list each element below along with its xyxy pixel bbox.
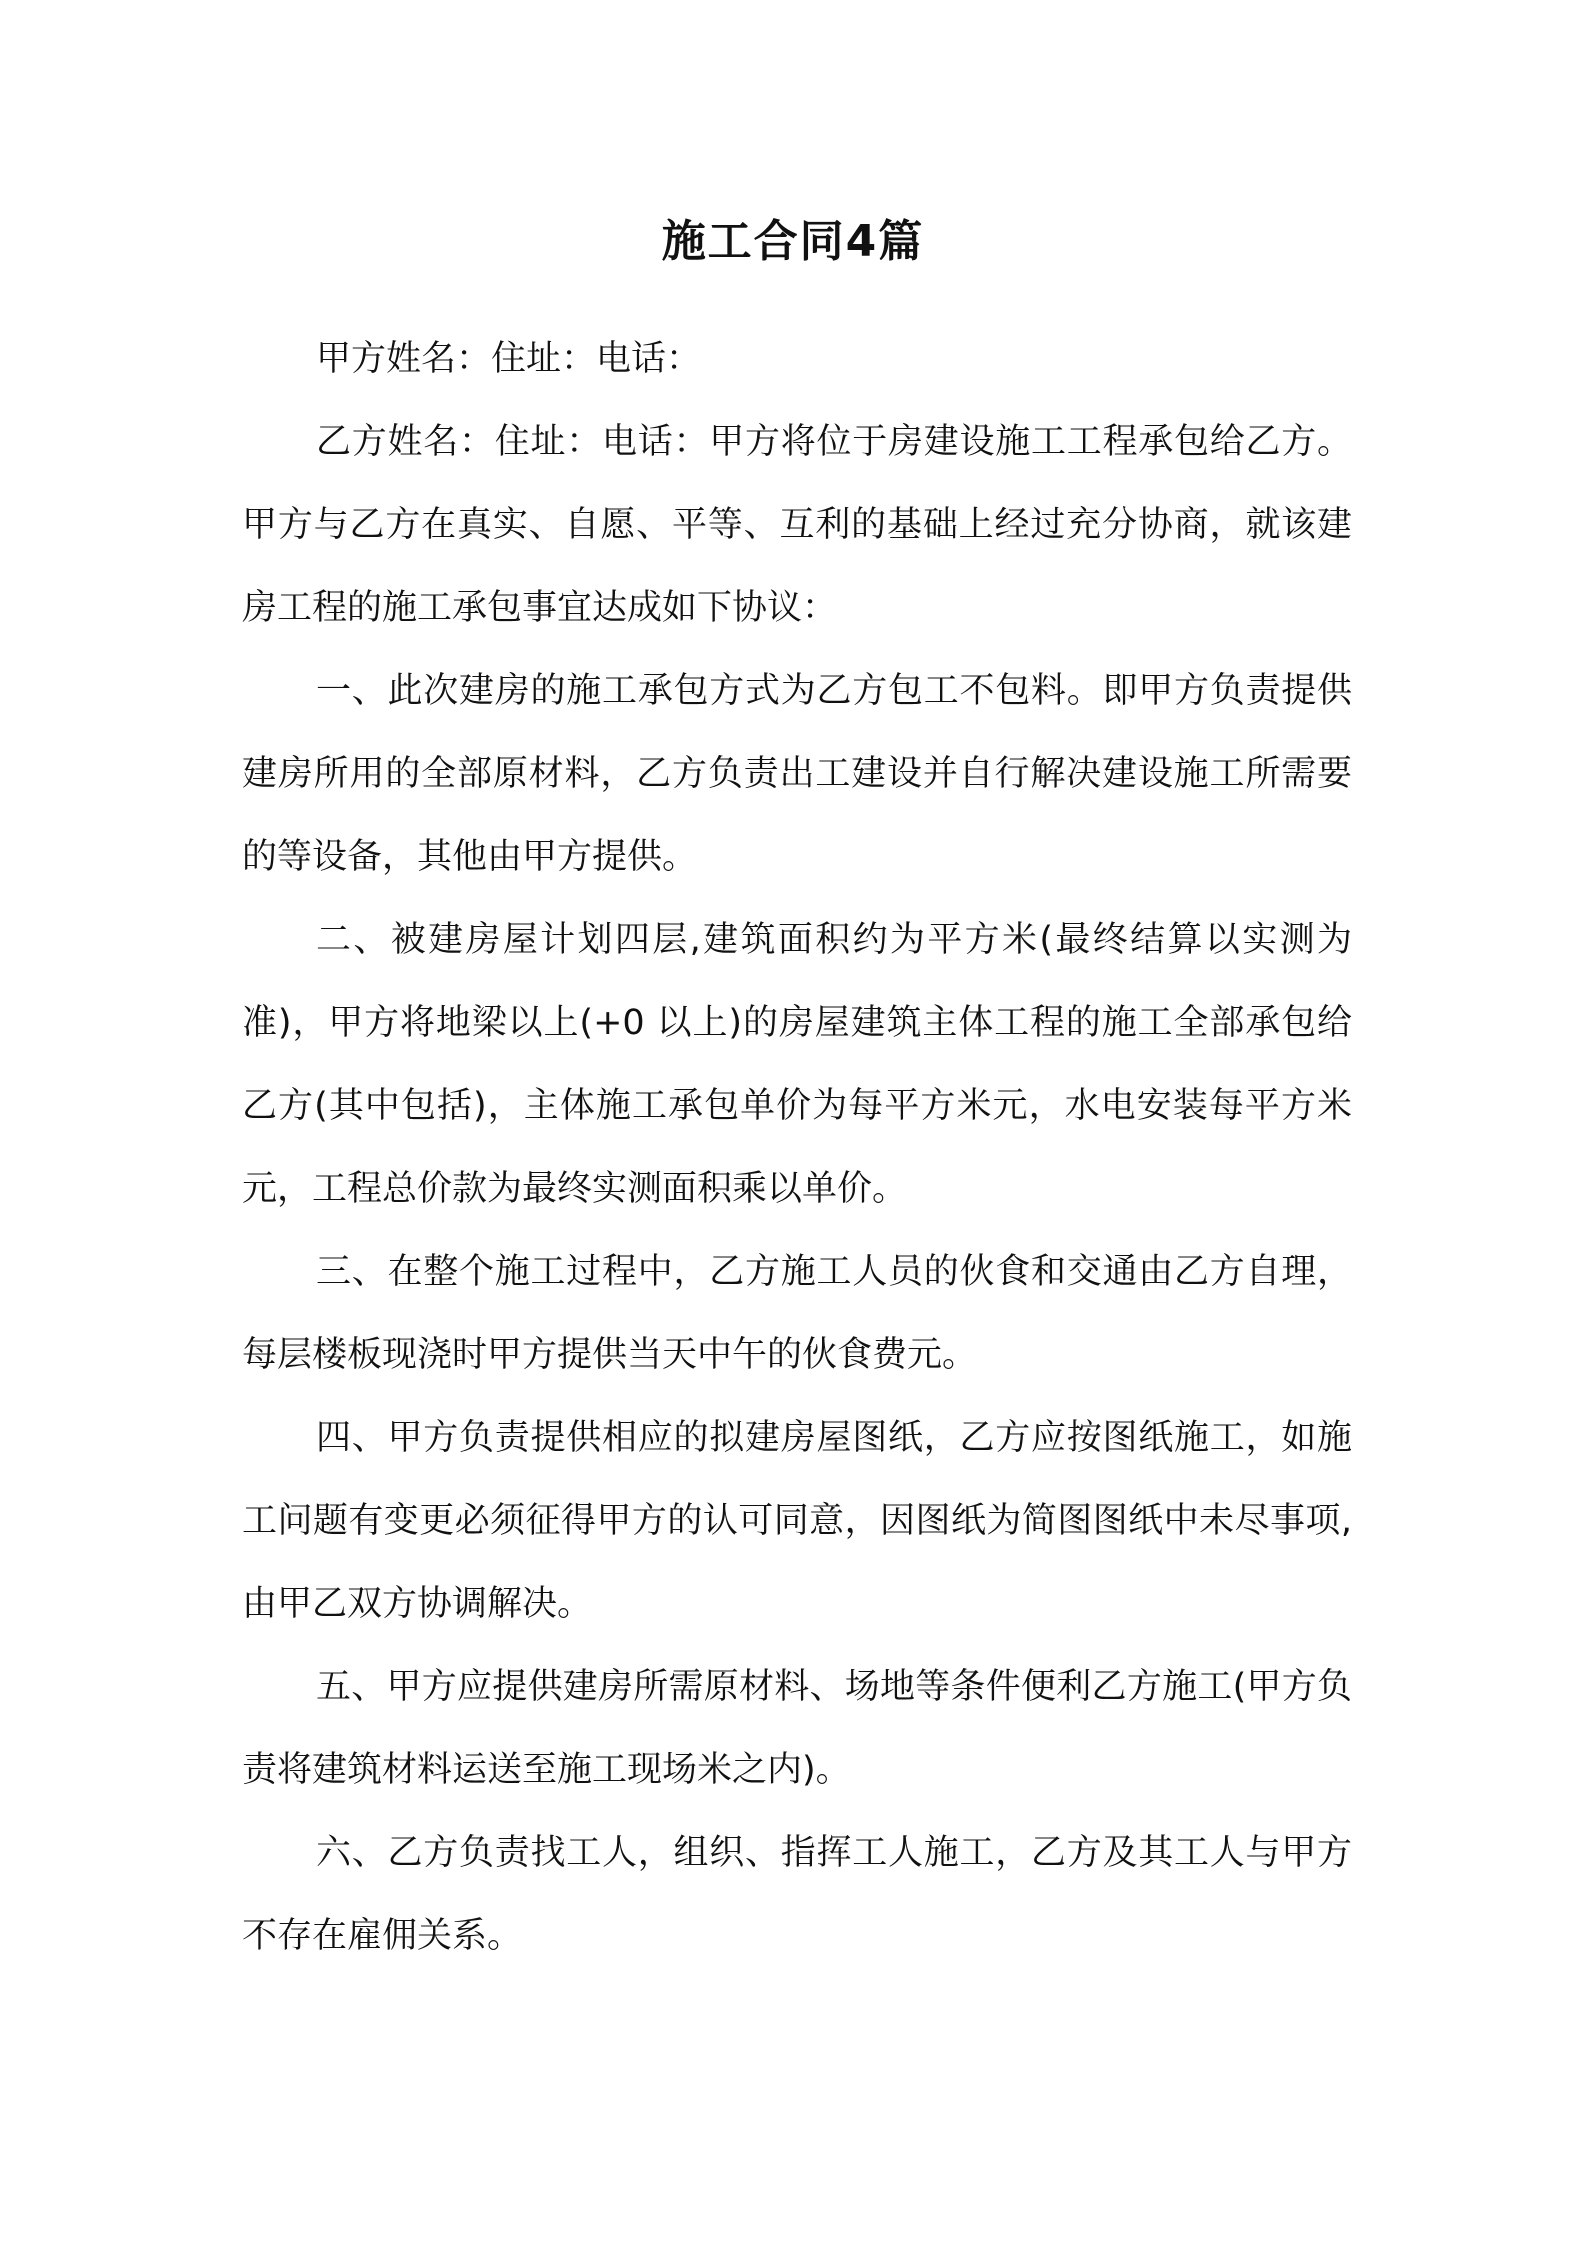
clause-5: 五、甲方应提供建房所需原材料、场地等条件便利乙方施工(甲方负责将建筑材料运送至施工现场米之内)。: [242, 1667, 1352, 1790]
document-body: [242, 318, 1352, 1978]
party-b-info-preamble: 乙方姓名：住址：电话：甲方将位于房建设施工工程承包给乙方。甲方与乙方在真实、自愿、平等、互利的基础上经过充分协商，就该建房工程的施工承包事宜达成如下协议：: [242, 422, 1352, 628]
clause-1: 一、此次建房的施工承包方式为乙方包工不包料。即甲方负责提供建房所用的全部原材料，乙方负责出工建设并自行解决建设施工所需要的等设备，其他由甲方提供。: [242, 671, 1352, 877]
clause-4: 四、甲方负责提供相应的拟建房屋图纸，乙方应按图纸施工，如施工问题有变更必须征得甲方的认可同意，因图纸为简图图纸中未尽事项,由甲乙双方协调解决。: [242, 1418, 1352, 1624]
document-title: 施工合同4篇: [661, 216, 925, 267]
clause-6: 六、乙方负责找工人，组织、指挥工人施工，乙方及其工人与甲方不存在雇佣关系。: [242, 1833, 1352, 1956]
clause-2: 二、被建房屋计划四层,建筑面积约为平方米(最终结算以实测为准)，甲方将地梁以上(+0 以上)的房屋建筑主体工程的施工全部承包给乙方(其中包括)，主体施工承包单价为每平方米元，水电安装每平方米元，工程总价款为最终实测面积乘以单价。: [242, 920, 1352, 1209]
party-a-info: 甲方姓名：住址：电话：: [316, 339, 702, 379]
clause-3: 三、在整个施工过程中，乙方施工人员的伙食和交通由乙方自理，每层楼板现浇时甲方提供当天中午的伙食费元。: [242, 1252, 1352, 1375]
